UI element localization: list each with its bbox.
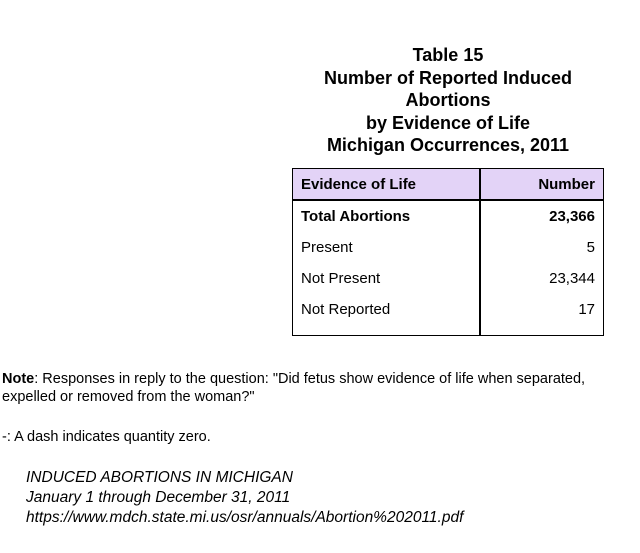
table-row [293, 294, 604, 325]
row-label: Not Reported [293, 294, 481, 325]
title-line-3: by Evidence of Life [365, 112, 531, 133]
title-line-4: Michigan Occurrences, 2011 [326, 135, 570, 155]
title-line-table-number: Table 15 [412, 45, 484, 65]
source-date-range: January 1 through December 31, 2011 [26, 489, 291, 506]
table-spacer-row [293, 325, 604, 336]
source-url: https://www.mdch.state.mi.us/osr/annuals/Abortion%202011.pdf [26, 509, 464, 526]
row-value: 23,366 [549, 208, 595, 225]
evidence-of-life-table [292, 168, 604, 336]
title-line-2: Abortions [405, 90, 491, 110]
row-value: 5 [586, 239, 595, 256]
header-evidence-of-life: Evidence of Life [293, 169, 481, 201]
row-label: Not Present [293, 263, 481, 294]
title-line-1: Number of Reported Induced [323, 67, 572, 88]
table-row [293, 263, 604, 294]
table-row-total [293, 200, 604, 232]
source-title: INDUCED ABORTIONS IN MICHIGAN [26, 469, 293, 486]
note-text: : Responses in reply to the question: "Did fetus show evidence of life when separated, expelled or removed from the woman?" [2, 371, 586, 405]
row-label: Total Abortions [293, 200, 481, 232]
dash-note [2, 428, 211, 446]
row-value: 17 [578, 301, 595, 318]
row-label: Present [293, 232, 481, 263]
dash-note-text: : A dash indicates quantity zero. [6, 429, 211, 445]
note [2, 370, 632, 406]
note-label: Note [2, 371, 35, 387]
table-title [290, 44, 606, 157]
dash-symbol: - [2, 429, 7, 445]
table-header-row [293, 169, 604, 201]
row-value: 23,344 [549, 270, 595, 287]
table-row [293, 232, 604, 263]
source-citation [26, 468, 463, 528]
header-number: Number [480, 169, 604, 201]
